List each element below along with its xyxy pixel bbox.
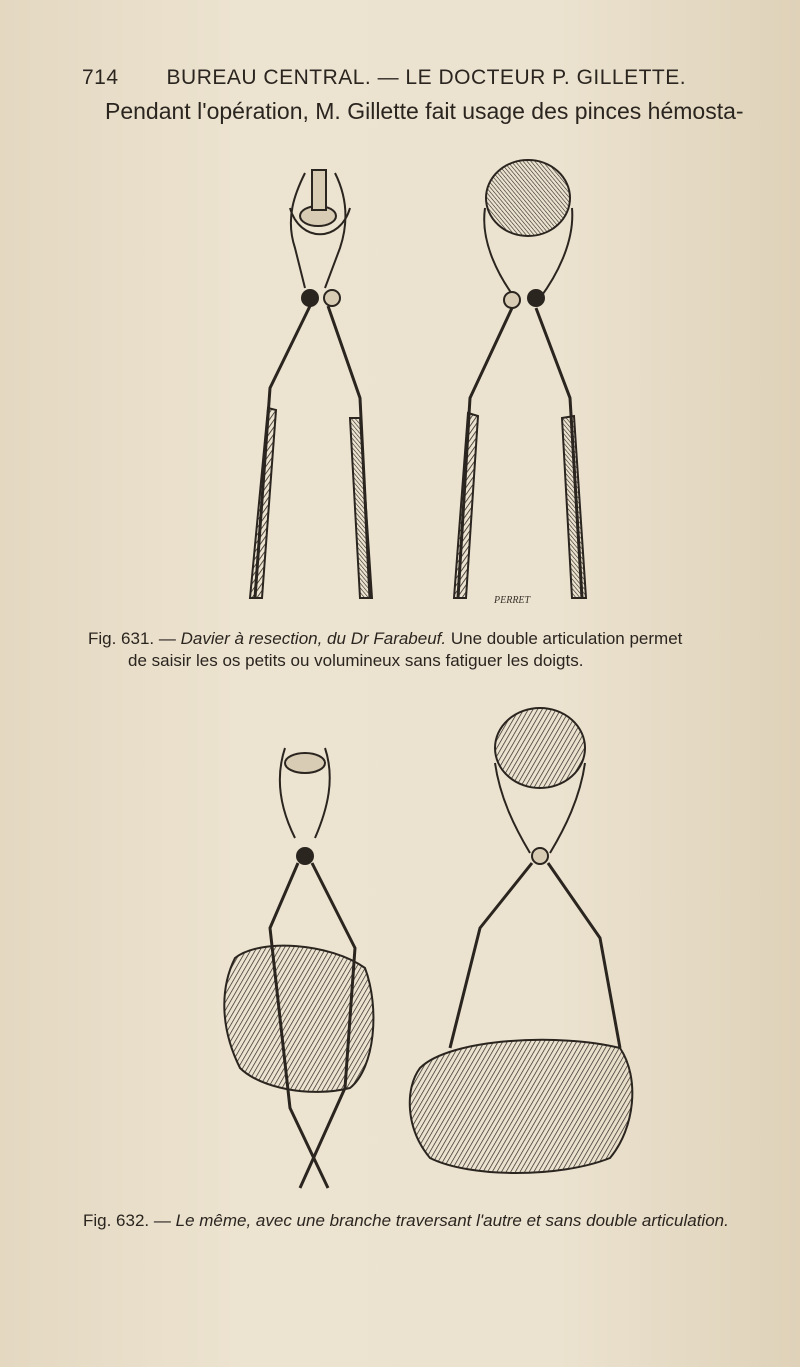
caption-number: Fig. 631. — — [88, 629, 176, 648]
large-bone-forceps — [454, 160, 586, 598]
caption-number: Fig. 632. — — [83, 1211, 171, 1230]
forceps-in-hand-left — [224, 748, 373, 1188]
page-number: 714 — [82, 66, 119, 89]
intro-text: Pendant l'opération, M. Gillette fait usage des pinces hémosta- — [105, 98, 744, 124]
caption-body: Une double articulation permet — [450, 629, 683, 648]
figure-631-illustration — [210, 148, 630, 618]
forceps-in-hand-right — [410, 708, 633, 1173]
figure-632-caption — [83, 1210, 763, 1232]
caption-body-continued: de saisir les os petits ou volumineux sans fatiguer les doigts. — [128, 651, 584, 670]
caption-title: Davier à resection, du Dr Farabeuf. — [180, 629, 447, 648]
small-bone-forceps — [250, 170, 372, 598]
running-header — [82, 66, 722, 90]
engraver-signature: PERRET — [494, 595, 531, 606]
running-title: BUREAU CENTRAL. — LE DOCTEUR P. GILLETTE. — [166, 66, 687, 89]
figure-631-caption — [88, 628, 748, 672]
caption-title: Le même, avec une branche traversant l'autre et sans double articulation. — [175, 1211, 729, 1230]
figure-632-illustration — [180, 688, 670, 1208]
